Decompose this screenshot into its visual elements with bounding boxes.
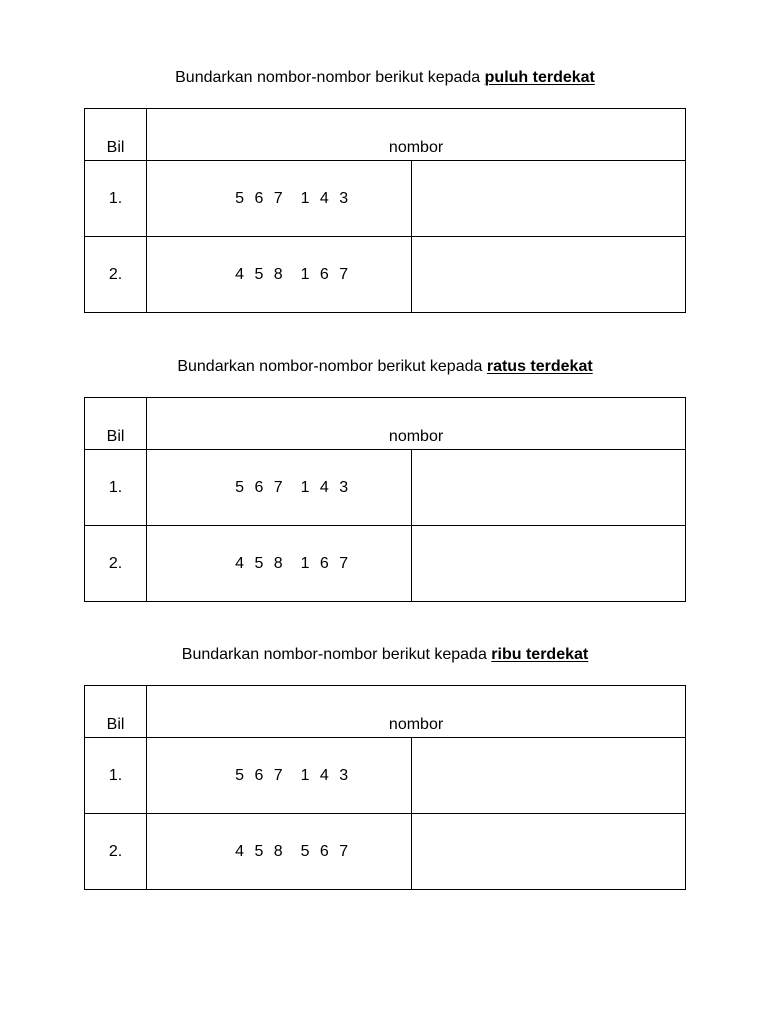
table-row <box>85 237 686 313</box>
row-number: 2. <box>85 526 147 602</box>
answer-cell[interactable] <box>411 814 685 890</box>
row-number: 1. <box>85 450 147 526</box>
heading-instruction: Bundarkan nombor-nombor berikut kepada <box>177 358 487 375</box>
header-nombor: nombor <box>147 398 686 450</box>
table-row <box>85 526 686 602</box>
heading-emphasis: ribu terdekat <box>491 646 589 663</box>
table-row <box>85 738 686 814</box>
table-row <box>85 814 686 890</box>
table-row <box>85 161 686 237</box>
answer-cell[interactable] <box>411 237 685 313</box>
section-heading <box>84 645 686 665</box>
answer-cell[interactable] <box>411 526 685 602</box>
number-value: 4 5 8 1 6 7 <box>147 237 411 313</box>
number-value: 5 6 7 1 4 3 <box>147 738 411 814</box>
answer-cell[interactable] <box>411 161 685 237</box>
table-header-row <box>85 109 686 161</box>
row-number: 2. <box>85 237 147 313</box>
header-bil: Bil <box>85 398 147 450</box>
section-heading <box>84 68 686 88</box>
row-number: 2. <box>85 814 147 890</box>
heading-emphasis: puluh terdekat <box>484 69 595 86</box>
row-number: 1. <box>85 738 147 814</box>
rounding-table <box>84 397 686 602</box>
section-heading <box>84 357 686 377</box>
number-value: 5 6 7 1 4 3 <box>147 161 411 237</box>
row-number: 1. <box>85 161 147 237</box>
rounding-table <box>84 685 686 890</box>
heading-instruction: Bundarkan nombor-nombor berikut kepada <box>175 69 485 86</box>
heading-emphasis: ratus terdekat <box>486 358 593 375</box>
table-row <box>85 450 686 526</box>
number-value: 4 5 8 1 6 7 <box>147 526 411 602</box>
answer-cell[interactable] <box>411 738 685 814</box>
heading-instruction: Bundarkan nombor-nombor berikut kepada <box>181 646 492 663</box>
header-nombor: nombor <box>147 686 686 738</box>
header-nombor: nombor <box>147 109 686 161</box>
table-header-row <box>85 398 686 450</box>
answer-cell[interactable] <box>411 450 685 526</box>
header-bil: Bil <box>85 109 147 161</box>
rounding-table <box>84 108 686 313</box>
number-value: 5 6 7 1 4 3 <box>147 450 411 526</box>
table-header-row <box>85 686 686 738</box>
number-value: 4 5 8 5 6 7 <box>147 814 411 890</box>
header-bil: Bil <box>85 686 147 738</box>
